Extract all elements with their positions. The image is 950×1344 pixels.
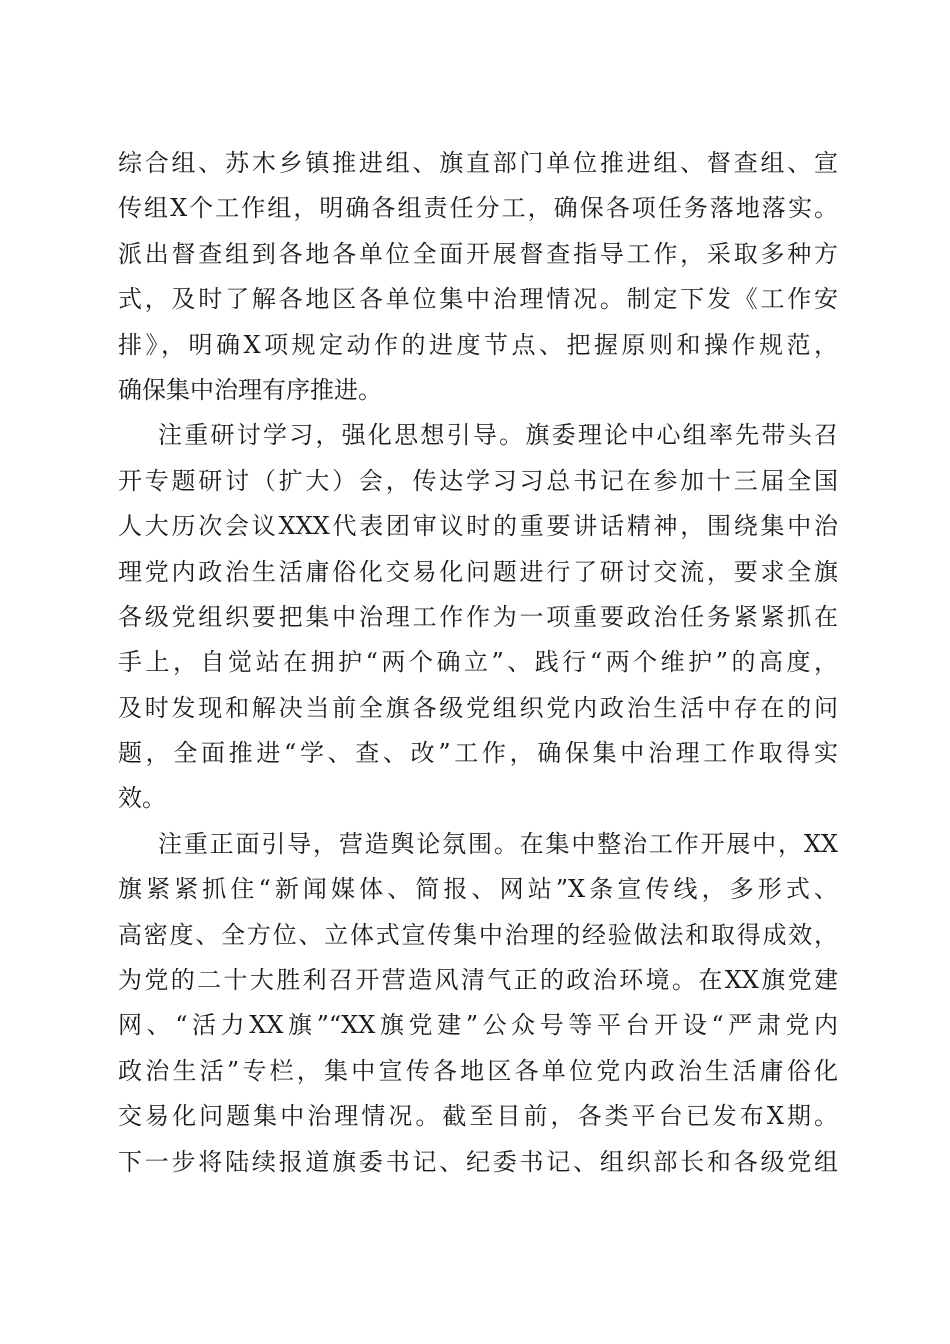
paragraph-line: 政治生活”专栏，集中宣传各地区各单位党内政治生活庸俗化 <box>118 1056 838 1085</box>
paragraph-line: 下一步将陆续报道旗委书记、纪委书记、组织部长和各级党组 <box>118 1147 838 1176</box>
paragraph-line: 理党内政治生活庸俗化交易化问题进行了研讨交流，要求全旗 <box>118 557 838 586</box>
paragraph-line: 各级党组织要把集中治理工作作为一项重要政治任务紧紧抓在 <box>118 602 838 631</box>
paragraph-1 <box>118 141 838 413</box>
paragraph-3 <box>118 822 838 1185</box>
paragraph-line: 旗紧紧抓住“新闻媒体、简报、网站”X条宣传线，多形式、 <box>118 875 838 904</box>
paragraph-line: 及时发现和解决当前全旗各级党组织党内政治生活中存在的问 <box>118 693 838 722</box>
paragraph-line: 人大历次会议XXX代表团审议时的重要讲话精神，围绕集中治 <box>118 512 838 541</box>
paragraph-2 <box>118 413 838 822</box>
paragraph-line: 式，及时了解各地区各单位集中治理情况。制定下发《工作安 <box>118 285 838 314</box>
paragraph-line: 网、“活力XX旗”“XX旗党建”公众号等平台开设“严肃党内 <box>118 1011 838 1040</box>
paragraph-line: 确保集中治理有序推进。 <box>118 375 382 404</box>
paragraph-line: 题，全面推进“学、查、改”工作，确保集中治理工作取得实 <box>118 739 838 768</box>
paragraph-line: 派出督查组到各地各单位全面开展督查指导工作，采取多种方 <box>118 239 838 268</box>
paragraph-line: 交易化问题集中治理情况。截至目前，各类平台已发布X期。 <box>118 1102 838 1131</box>
paragraph-line: 注重正面引导，营造舆论氛围。在集中整治工作开展中，XX <box>158 829 838 858</box>
paragraph-line: 注重研讨学习，强化思想引导。旗委理论中心组率先带头召 <box>158 421 838 450</box>
paragraph-line: 效。 <box>118 784 166 813</box>
paragraph-line: 综合组、苏木乡镇推进组、旗直部门单位推进组、督查组、宣 <box>118 149 838 177</box>
paragraph-line: 手上，自觉站在拥护“两个确立”、践行“两个维护”的高度， <box>118 648 838 677</box>
paragraph-line: 传组X个工作组，明确各组责任分工，确保各项任务落地落实。 <box>118 194 838 223</box>
paragraph-line: 为党的二十大胜利召开营造风清气正的政治环境。在XX旗党建 <box>118 966 838 995</box>
document-body <box>118 141 838 1185</box>
paragraph-line: 高密度、全方位、立体式宣传集中治理的经验做法和取得成效， <box>118 920 838 949</box>
paragraph-line: 开专题研讨（扩大）会，传达学习习总书记在参加十三届全国 <box>118 466 838 495</box>
paragraph-line: 排》，明确X项规定动作的进度节点、把握原则和操作规范， <box>118 330 838 359</box>
